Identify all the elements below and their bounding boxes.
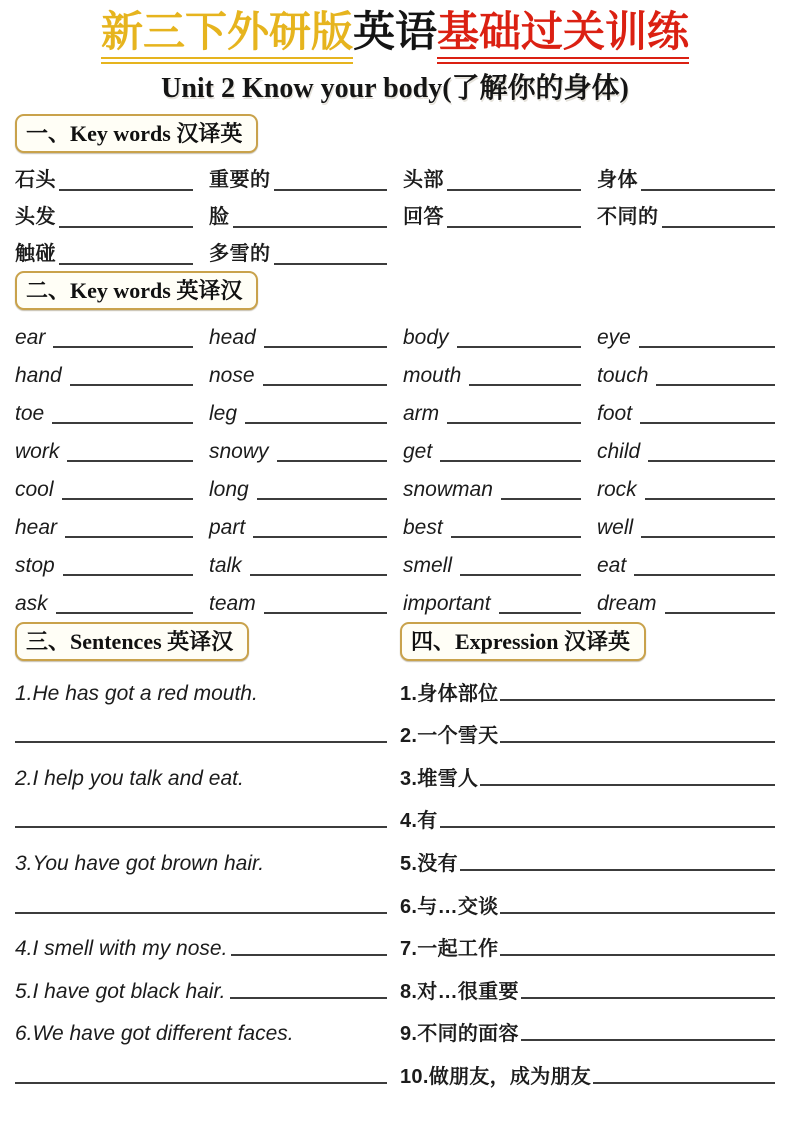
word-cell [597,388,775,426]
word-cell [403,350,581,388]
word-cell [15,502,193,540]
answer-blank [500,912,775,914]
sentence-answer-row [15,1046,387,1089]
answer-blank [67,460,193,462]
section-3-heading-box: 三、Sentences 英译汉 [15,622,249,661]
word-label: hand [15,364,62,388]
expression-text: 9.不同的面容 [400,1023,519,1046]
word-cell [209,426,387,464]
expression-text: 1.身体部位 [400,682,499,705]
answer-blank [62,498,193,500]
word-cell [209,388,387,426]
expression-text: 5.没有 [400,853,458,875]
word-label: ear [15,326,46,350]
word-label: work [15,440,60,464]
word-label: 石头 [15,169,56,192]
word-cell [597,312,775,350]
answer-blank [274,189,388,191]
sentence-text: 3.You have got brown hair. [15,852,265,875]
answer-blank [59,189,193,191]
word-cell [597,192,775,229]
answer-blank [634,574,775,576]
word-cell [403,464,581,502]
section-4-heading-box: 四、Expression 汉译英 [400,622,646,661]
expression-text: 7.一起工作 [400,938,499,961]
word-label: 不同的 [597,206,659,229]
word-label: toe [15,402,45,426]
title-part-gold: 新三下外研版 [101,10,353,64]
section-2-word-grid [15,312,775,616]
word-cell [403,426,581,464]
sentence-item [15,1004,387,1047]
expression-text: 3.堆雪人 [400,767,479,790]
answer-blank [440,460,581,462]
expression-text: 8.对…很重要 [400,980,519,1003]
sentence-item [15,833,387,876]
answer-blank [480,784,775,786]
word-cell [403,192,581,229]
word-label: 头部 [403,169,444,192]
section-1-word-grid [15,155,775,266]
word-label: snowman [403,478,493,502]
page-subtitle: Unit 2 Know your body(了解你的身体) [161,73,629,105]
answer-blank [499,612,581,614]
expression-item [400,876,775,919]
answer-blank [257,498,387,500]
word-cell [15,540,193,578]
section-3-4-headings [15,622,775,661]
empty-cell [597,229,775,266]
answer-blank [656,384,775,386]
answer-blank [230,997,387,999]
expression-text: 2.一个雪天 [400,725,499,748]
answer-blank [500,699,775,701]
answer-blank [447,422,581,424]
word-label: get [403,440,433,464]
word-cell [209,540,387,578]
answer-blank [59,263,193,265]
section-3 [15,622,400,661]
section-2-heading-box: 二、Key words 英译汉 [15,271,258,310]
answer-blank [70,384,193,386]
word-label: arm [403,402,440,426]
word-cell [597,155,775,192]
answer-blank [52,422,193,424]
word-label: dream [597,592,657,616]
sentence-item [15,663,387,706]
word-label: 多雪的 [209,243,271,266]
word-cell [209,502,387,540]
word-label: snowy [209,440,269,464]
sentence-item [15,961,387,1004]
answer-blank [245,422,387,424]
word-label: 头发 [15,206,56,229]
word-cell [209,155,387,192]
section-3-4-body [15,663,775,1089]
word-label: mouth [403,364,462,388]
word-cell [209,229,387,266]
expression-item [400,919,775,962]
word-label: 回答 [403,206,444,229]
answer-blank [460,574,581,576]
title-part-red: 基础过关训练 [437,10,689,64]
sentence-text: 2.I help you talk and eat. [15,766,244,790]
word-label: long [209,478,249,502]
word-cell [15,464,193,502]
word-label: touch [597,364,649,388]
sentence-item [15,919,387,962]
word-label: 脸 [209,206,230,229]
answer-blank [233,226,388,228]
answer-blank [59,226,193,228]
word-cell [597,426,775,464]
word-cell [209,192,387,229]
expression-item [400,663,775,706]
word-label: nose [209,364,255,388]
word-cell [15,312,193,350]
expression-item [400,1046,775,1089]
answer-blank [274,263,388,265]
word-label: eat [597,554,627,578]
word-label: child [597,440,641,464]
answer-blank [500,741,775,743]
word-cell [15,426,193,464]
section-1 [15,114,775,153]
answer-blank [662,226,776,228]
answer-blank [500,954,775,956]
word-label: leg [209,402,238,426]
section-4-expressions [400,663,775,1089]
sentence-answer-row [15,706,387,749]
answer-blank [521,1039,775,1041]
answer-blank [253,536,387,538]
word-cell [403,388,581,426]
expression-item [400,1004,775,1047]
answer-blank [277,460,387,462]
word-cell [209,312,387,350]
word-label: well [597,516,634,540]
answer-blank [53,346,193,348]
word-label: team [209,592,256,616]
sentence-answer-row [15,791,387,834]
answer-blank [447,226,581,228]
section-3-sentences [15,663,387,1089]
word-label: stop [15,554,55,578]
answer-blank [65,536,193,538]
answer-blank [501,498,581,500]
word-label: foot [597,402,633,426]
answer-blank [460,869,775,871]
page-title [15,10,775,57]
word-label: best [403,516,443,540]
word-cell [597,502,775,540]
answer-blank [231,954,387,956]
expression-item [400,961,775,1004]
expression-item [400,748,775,791]
answer-blank [15,826,387,828]
word-label: cool [15,478,54,502]
word-cell [209,578,387,616]
word-cell [15,578,193,616]
answer-blank [263,384,387,386]
word-label: talk [209,554,242,578]
word-label: eye [597,326,631,350]
answer-blank [15,1082,387,1084]
answer-blank [521,997,775,999]
answer-blank [593,1082,775,1084]
section-2 [15,271,775,310]
section-4 [400,622,775,661]
answer-blank [665,612,775,614]
word-label: part [209,516,246,540]
answer-blank [457,346,581,348]
sentence-text: 6.We have got different faces. [15,1022,294,1046]
word-cell [15,229,193,266]
word-cell [403,312,581,350]
answer-blank [469,384,581,386]
answer-blank [264,612,387,614]
answer-blank [15,741,387,743]
word-cell [15,192,193,229]
word-label: ask [15,592,48,616]
answer-blank [56,612,193,614]
word-cell [403,502,581,540]
word-cell [15,350,193,388]
expression-text: 6.与…交谈 [400,895,499,918]
section-1-heading-box: 一、Key words 汉译英 [15,114,258,153]
expression-text: 10.做朋友，成为朋友 [400,1065,592,1088]
empty-cell [403,229,581,266]
word-cell [209,464,387,502]
word-label: important [403,592,491,616]
answer-blank [641,189,775,191]
word-label: head [209,326,256,350]
sentence-text: 4.I smell with my nose. [15,937,228,961]
answer-blank [640,422,775,424]
sentence-text: 5.I have got black hair. [15,979,226,1003]
answer-blank [639,346,775,348]
word-label: 触碰 [15,243,56,266]
answer-blank [15,912,387,914]
word-cell [597,578,775,616]
word-cell [403,540,581,578]
word-label: rock [597,478,637,502]
expression-item [400,833,775,876]
word-label: 身体 [597,169,638,192]
sentence-item [15,748,387,791]
answer-blank [451,536,581,538]
sentence-answer-row [15,876,387,919]
answer-blank [447,189,581,191]
expression-item [400,706,775,749]
sentence-text: 1.He has got a red mouth. [15,681,258,705]
word-cell [597,350,775,388]
title-part-black: 英语 [352,10,437,56]
answer-blank [250,574,387,576]
expression-text: 4.有 [400,810,438,833]
word-cell [15,155,193,192]
expression-item [400,791,775,834]
word-label: body [403,326,449,350]
answer-blank [440,826,775,828]
answer-blank [645,498,775,500]
word-cell [597,540,775,578]
answer-blank [264,346,387,348]
word-cell [209,350,387,388]
answer-blank [648,460,775,462]
word-label: 重要的 [209,169,271,192]
word-cell [403,578,581,616]
word-cell [403,155,581,192]
answer-blank [63,574,193,576]
word-label: smell [403,554,453,578]
word-label: hear [15,516,58,540]
word-cell [597,464,775,502]
answer-blank [641,536,775,538]
word-cell [15,388,193,426]
